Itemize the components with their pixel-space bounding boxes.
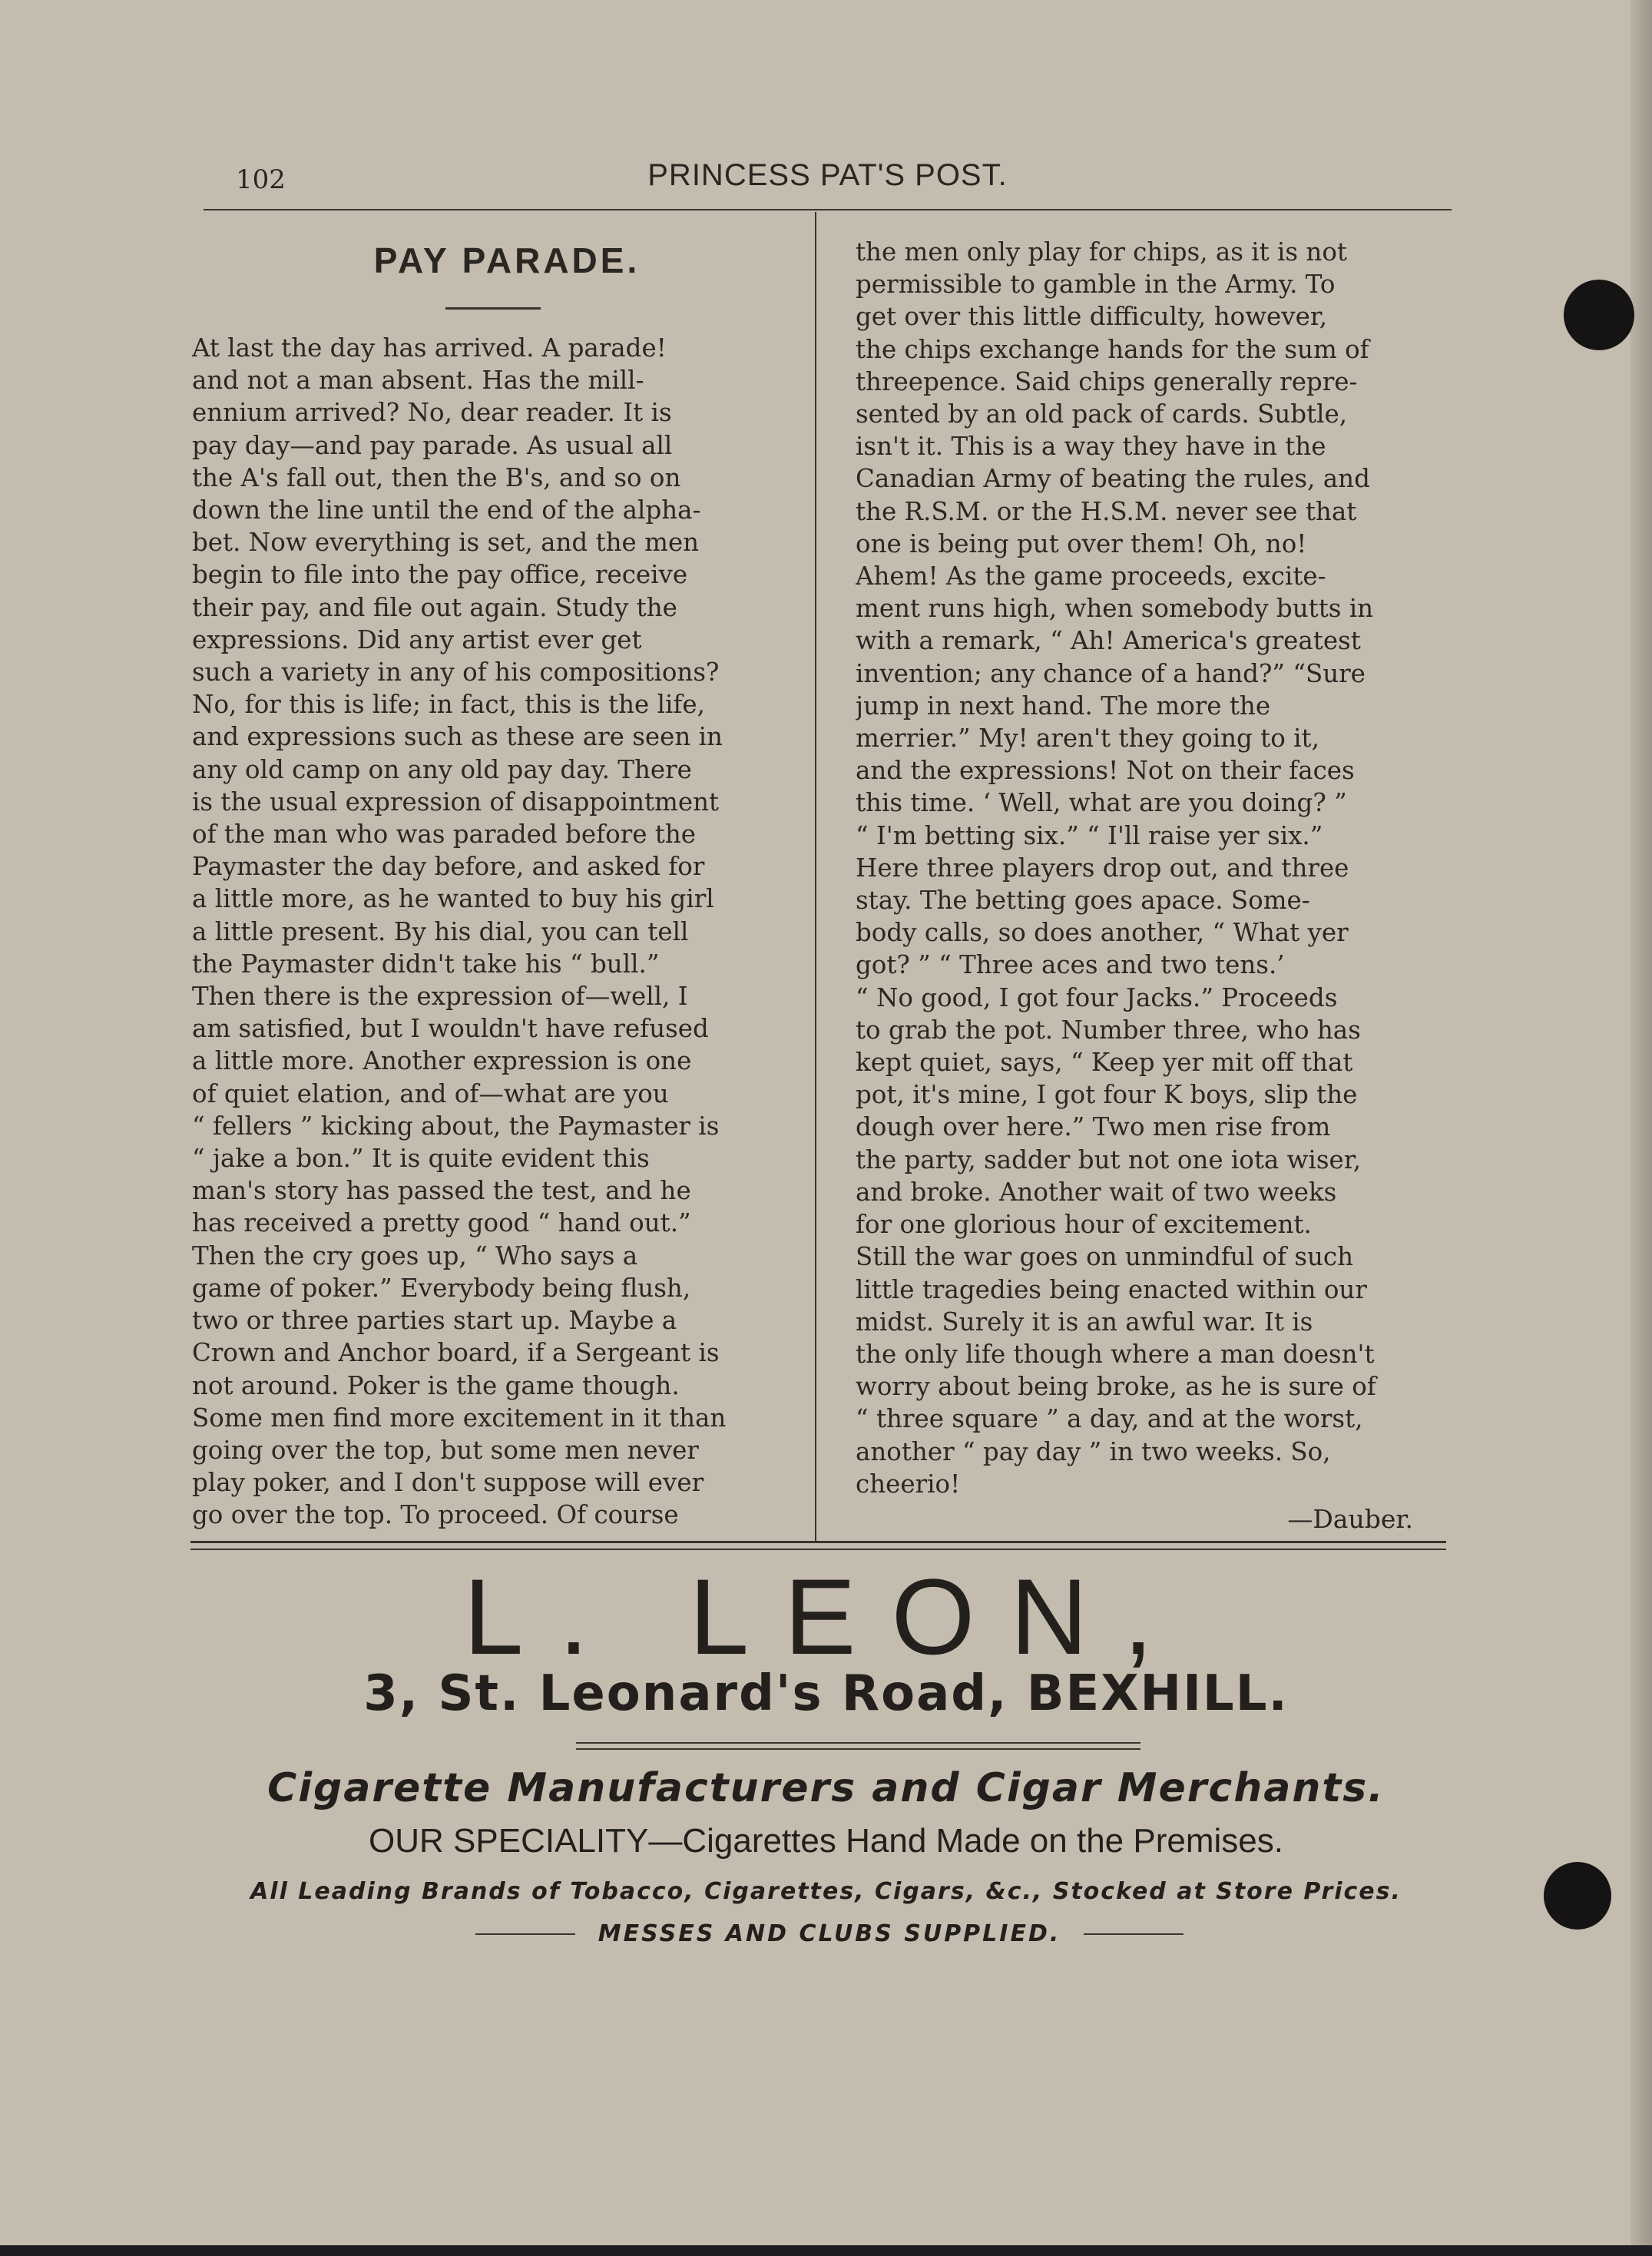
article-signature: —Dauber. <box>1287 1504 1413 1534</box>
page-edge <box>1630 0 1652 2256</box>
article-line: play poker, and I don't suppose will ever <box>192 1468 704 1498</box>
binding-hole-top <box>1564 280 1634 350</box>
article-line: body calls, so does another, “ What yer <box>856 918 1349 948</box>
article-right-column <box>856 236 1448 1500</box>
article-line: such a variety in any of his compositions? <box>192 658 720 687</box>
article-line: Then the cry goes up, “ Who says a <box>192 1241 638 1270</box>
article-line: Ahem! As the game proceeds, excite- <box>856 562 1326 591</box>
article-line: threepence. Said chips generally repre- <box>856 366 1358 396</box>
article-line: Still the war goes on unmindful of such <box>856 1242 1354 1272</box>
article-line: and not a man absent. Has the mill- <box>192 366 644 396</box>
article-line: this time. ‘ Well, what are you doing? ” <box>856 788 1347 818</box>
article-line: stay. The betting goes apace. Some- <box>856 886 1310 916</box>
article-line: isn't it. This is a way they have in the <box>856 432 1326 462</box>
article-line: has received a pretty good “ hand out.” <box>192 1208 691 1238</box>
title-rule <box>445 307 541 310</box>
article-line: the Paymaster didn't take his “ bull.” <box>192 949 660 979</box>
article-line: down the line until the end of the alpha- <box>192 495 701 525</box>
article-line: got? ” “ Three aces and two tens.’ <box>856 950 1285 980</box>
article-line: permissible to gamble in the Army. To <box>856 270 1336 300</box>
scan-bottom-band <box>0 2245 1652 2256</box>
article-line: little tragedies being enacted within our <box>856 1274 1367 1304</box>
article-line: with a remark, “ Ah! America's greatest <box>856 626 1361 656</box>
ad-brands: All Leading Brands of Tobacco, Cigarettes, Cigars, &c., Stocked at Store Prices. <box>250 1878 1402 1905</box>
ad-top-rule <box>190 1541 1446 1543</box>
article-line: am satisfied, but I wouldn't have refused <box>192 1014 709 1044</box>
column-divider <box>815 212 816 1542</box>
article-line: their pay, and file out again. Study the <box>192 592 677 622</box>
article-left-column <box>192 332 780 1532</box>
article-line: the R.S.M. or the H.S.M. never see that <box>856 496 1357 526</box>
article-line: Some men find more excitement in it than <box>192 1403 727 1433</box>
ad-dash-right <box>1084 1933 1184 1935</box>
article-line: ennium arrived? No, dear reader. It is <box>192 398 672 428</box>
article-line: and expressions such as these are seen in <box>192 722 723 752</box>
article-line: begin to file into the pay office, receive <box>192 560 688 590</box>
article-line: the chips exchange hands for the sum of <box>856 334 1369 364</box>
article-line: man's story has passed the test, and he <box>192 1176 691 1206</box>
ad-dash-left <box>475 1933 575 1935</box>
article-line: “ jake a bon.” It is quite evident this <box>192 1144 650 1174</box>
article-line: of quiet elation, and of—what are you <box>192 1078 669 1108</box>
page-number: 102 <box>236 164 286 195</box>
article-line: a little present. By his dial, you can tell <box>192 916 689 946</box>
article-line: Here three players drop out, and three <box>856 853 1349 883</box>
article-line: No, for this is life; in fact, this is the life, <box>192 690 705 720</box>
ad-address: 3, St. Leonard's Road, BEXHILL. <box>363 1665 1289 1722</box>
article-line: two or three parties start up. Maybe a <box>192 1306 677 1336</box>
article-line: not around. Poker is the game though. <box>192 1370 680 1400</box>
article-line: for one glorious hour of excitement. <box>856 1210 1312 1240</box>
article-line: expressions. Did any artist ever get <box>192 624 642 654</box>
running-title: PRINCESS PAT'S POST. <box>647 158 1008 192</box>
article-line: At last the day has arrived. A parade! <box>192 333 667 363</box>
article-line: pay day—and pay parade. As usual all <box>192 430 673 460</box>
ad-top-rule-inner <box>190 1549 1446 1550</box>
article-line: go over the top. To proceed. Of course <box>192 1500 679 1530</box>
article-line: game of poker.” Everybody being flush, <box>192 1273 691 1303</box>
article-line: another “ pay day ” in two weeks. So, <box>856 1436 1331 1466</box>
article-line: pot, it's mine, I got four K boys, slip the <box>856 1080 1358 1110</box>
article-line: Then there is the expression of—well, I <box>192 982 688 1012</box>
article-line: sented by an old pack of cards. Subtle, <box>856 399 1348 429</box>
article-line: dough over here.” Two men rise from <box>856 1112 1331 1142</box>
article-line: to grab the pot. Number three, who has <box>856 1015 1361 1045</box>
page-header <box>204 157 1452 203</box>
ad-tagline: Cigarette Manufacturers and Cigar Merchants. <box>267 1765 1385 1811</box>
article-title: PAY PARADE. <box>373 240 641 280</box>
article-line: one is being put over them! Oh, no! <box>856 528 1307 558</box>
ad-divider-inner <box>576 1748 1141 1750</box>
article-line: the A's fall out, then the B's, and so on <box>192 462 681 492</box>
article-line: going over the top, but some men never <box>192 1435 699 1465</box>
article-line: Canadian Army of beating the rules, and <box>856 464 1370 494</box>
article-line: a little more, as he wanted to buy his girl <box>192 884 714 914</box>
article-line: jump in next hand. The more the <box>856 691 1271 721</box>
article-line: midst. Surely it is an awful war. It is <box>856 1307 1313 1337</box>
article-line: Crown and Anchor board, if a Sergeant is <box>192 1338 720 1368</box>
article-line: and broke. Another wait of two weeks <box>856 1177 1337 1207</box>
article-line: is the usual expression of disappointment <box>192 787 720 817</box>
ad-speciality: OUR SPECIALITY—Cigarettes Hand Made on the Premises. <box>369 1822 1283 1860</box>
article-line: any old camp on any old pay day. There <box>192 754 692 784</box>
article-line: Paymaster the day before, and asked for <box>192 852 705 882</box>
article-line: the party, sadder but not one iota wiser, <box>856 1145 1362 1174</box>
article-line: invention; any chance of a hand?” “Sure <box>856 658 1366 688</box>
ad-messes-text: MESSES AND CLUBS SUPPLIED. <box>598 1920 1061 1947</box>
article-line: ment runs high, when somebody butts in <box>856 594 1374 624</box>
article-line: bet. Now everything is set, and the men <box>192 528 700 558</box>
article-line: cheerio! <box>856 1469 961 1499</box>
article-line: the only life though where a man doesn't <box>856 1339 1375 1369</box>
article-line: merrier.” My! aren't they going to it, <box>856 724 1319 754</box>
article-line: and the expressions! Not on their faces <box>856 756 1355 786</box>
article-line: “ fellers ” kicking about, the Paymaster is <box>192 1111 720 1141</box>
article-line: of the man who was paraded before the <box>192 820 697 850</box>
ad-messes-line <box>415 1920 1244 1947</box>
article-line: “ I'm betting six.” “ I'll raise yer six.” <box>856 820 1323 850</box>
article-line: the men only play for chips, as it is not <box>856 237 1347 267</box>
article-line: get over this little difficulty, however, <box>856 302 1328 332</box>
ad-divider <box>576 1742 1141 1744</box>
article-line: “ three square ” a day, and at the worst, <box>856 1404 1363 1434</box>
article-line: worry about being broke, as he is sure of <box>856 1372 1376 1402</box>
header-rule <box>204 209 1452 210</box>
article-line: “ No good, I got four Jacks.” Proceeds <box>856 982 1338 1012</box>
ad-business-name: L. LEON, <box>463 1556 1189 1677</box>
article-line: kept quiet, says, “ Keep yer mit off that <box>856 1048 1353 1078</box>
article-line: a little more. Another expression is one <box>192 1046 692 1076</box>
